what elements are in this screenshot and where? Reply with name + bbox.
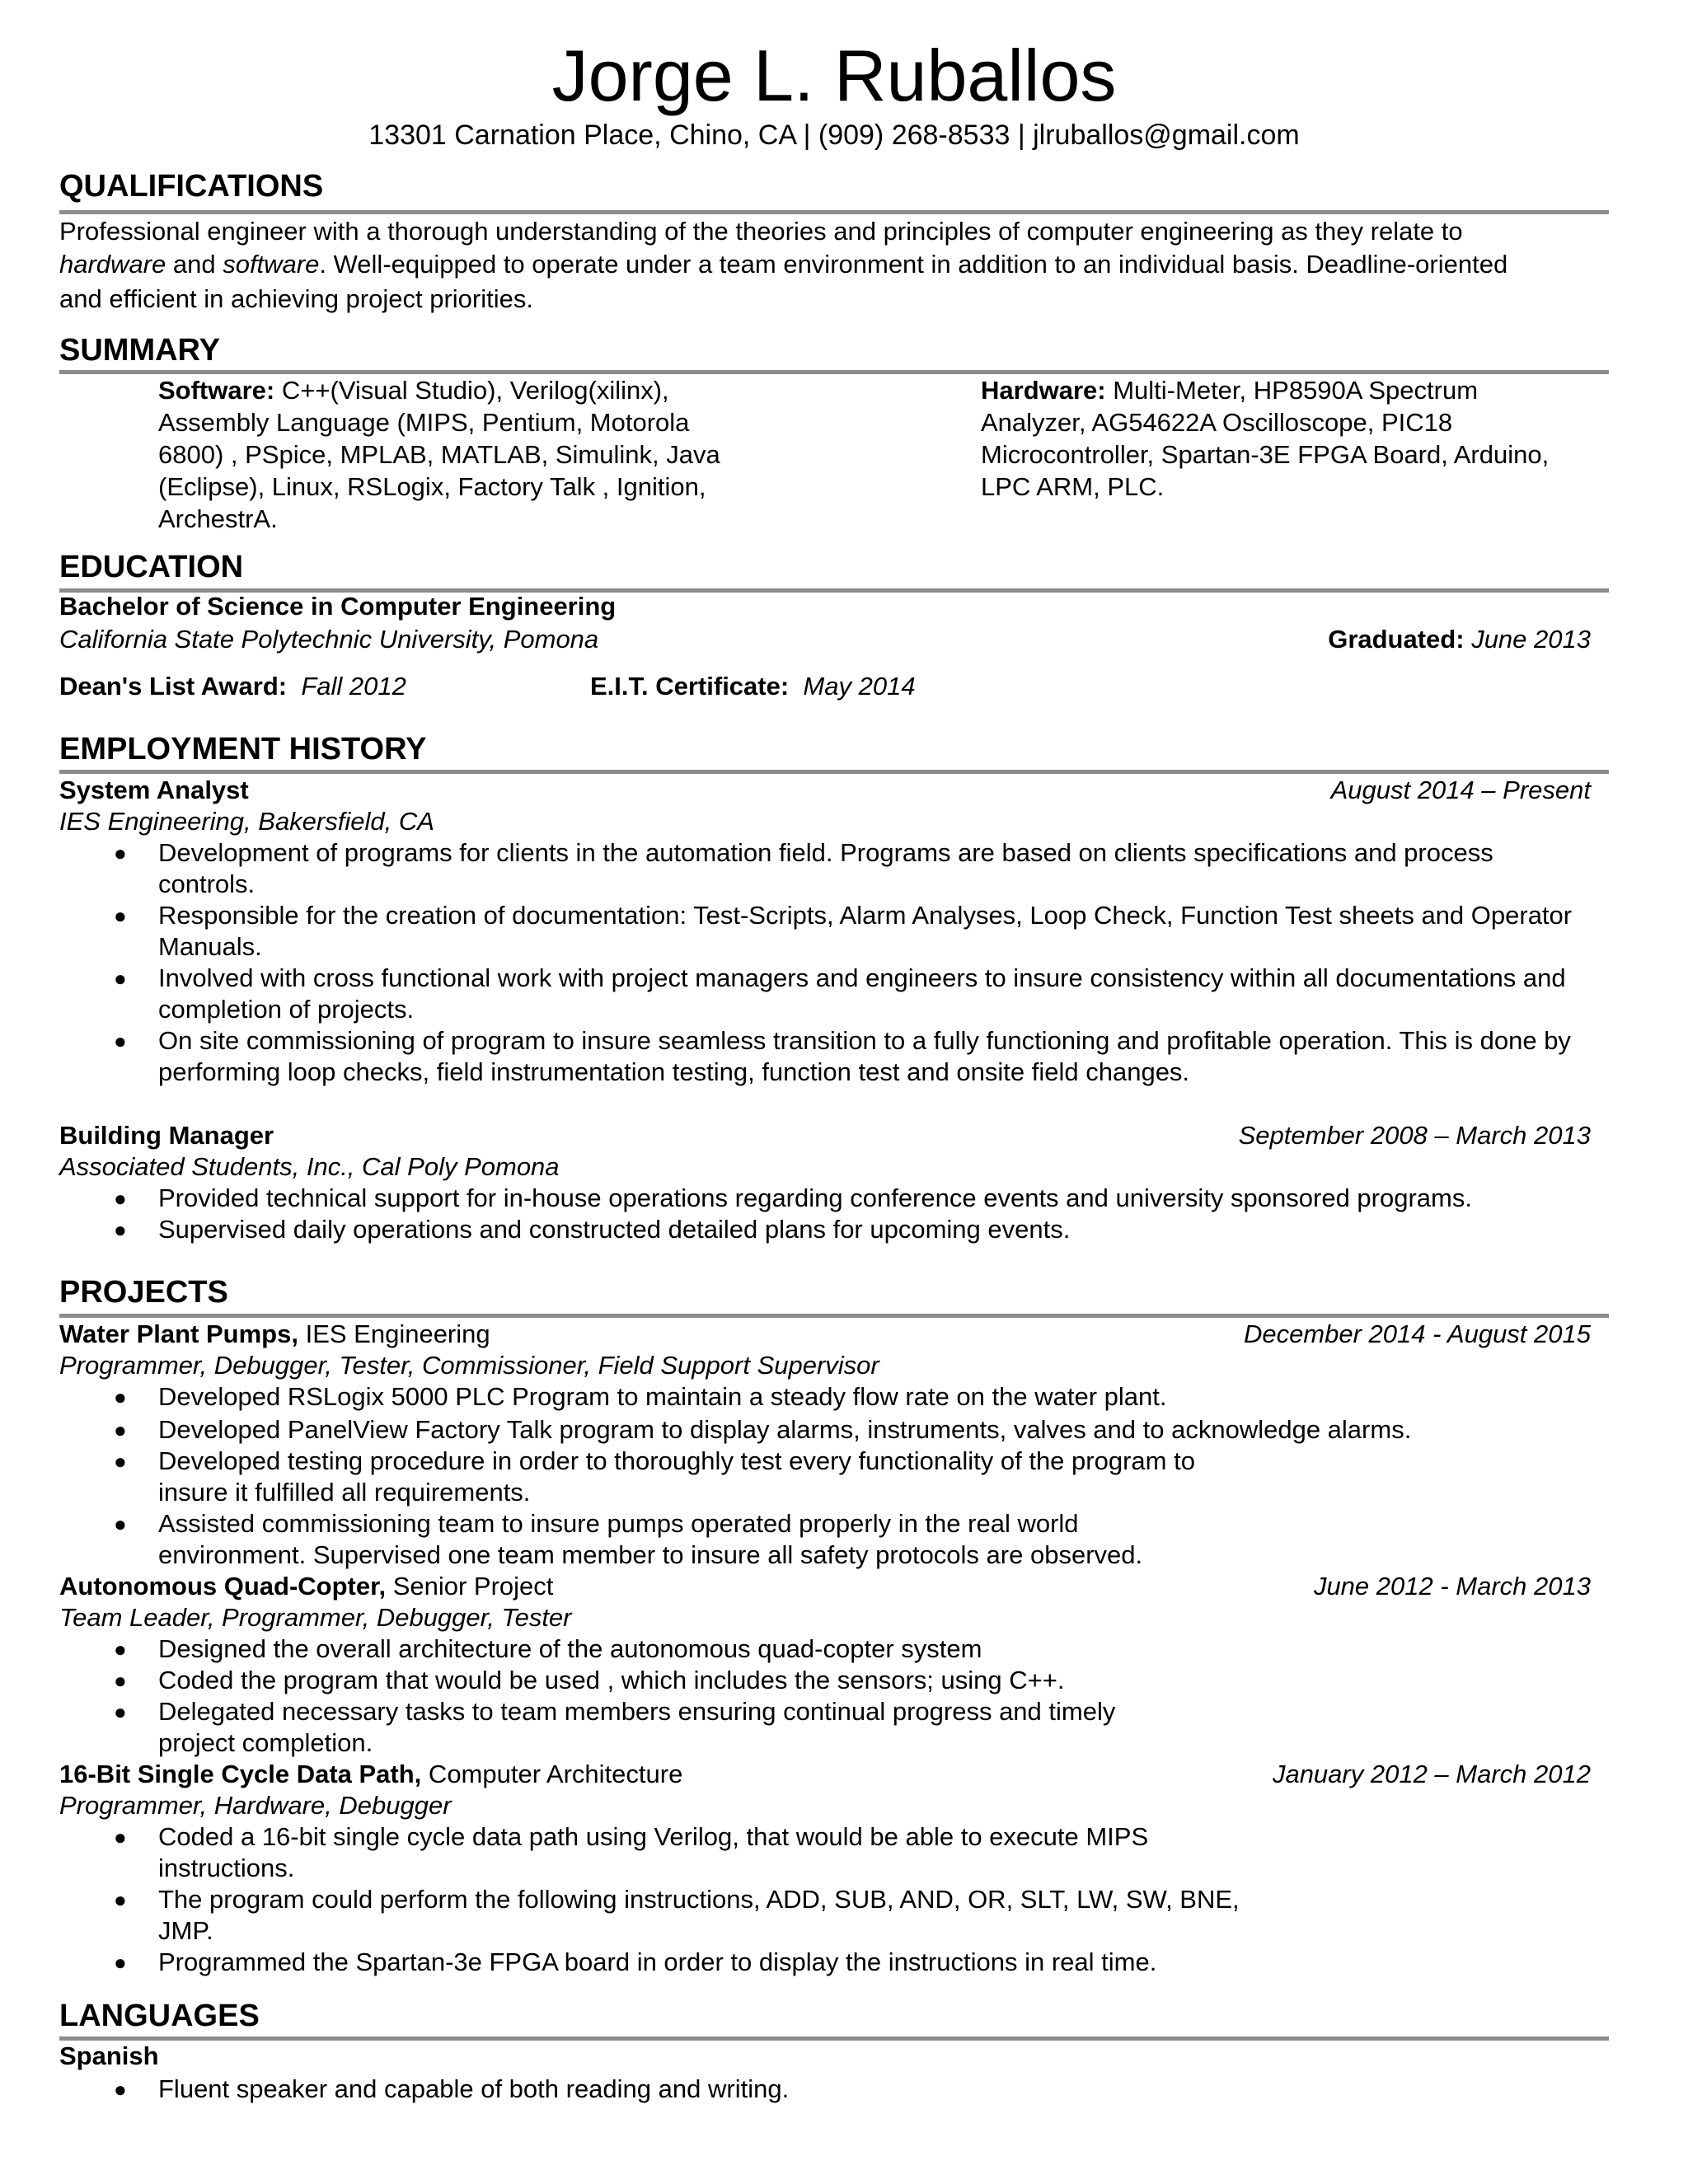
job-org: Associated Students, Inc., Cal Poly Pomona xyxy=(59,1152,560,1181)
languages-rule xyxy=(59,2036,1609,2041)
project-bullet: Developed testing procedure in order to thoroughly test every functionality of the program to insure it fulfilled all requirements. xyxy=(158,1446,1195,1507)
project-bullet: Designed the overall architecture of the autonomous quad-copter system xyxy=(158,1634,982,1663)
eit-certificate: E.I.T. Certificate: May 2014 xyxy=(590,672,916,701)
software-line-4: (Eclipse), Linux, RSLogix, Factory Talk , Ignition, xyxy=(158,472,706,501)
bullet-icon: ● xyxy=(114,1385,127,1409)
hardware-line-1: Hardware: Multi-Meter, HP8590A Spectrum xyxy=(981,376,1479,405)
education-heading: EDUCATION xyxy=(59,550,244,584)
employment-rule xyxy=(59,770,1609,774)
project-roles: Team Leader, Programmer, Debugger, Tester xyxy=(59,1603,572,1632)
project-title: 16-Bit Single Cycle Data Path, Computer Architecture xyxy=(59,1760,683,1788)
project-dates: December 2014 - August 2015 xyxy=(1243,1319,1591,1348)
project-bullet: Coded a 16-bit single cycle data path using Verilog, that would be able to execute MIPS instructions. xyxy=(158,1822,1149,1882)
hardware-line-4: LPC ARM, PLC. xyxy=(981,472,1165,501)
project-bullet: Developed RSLogix 5000 PLC Program to maintain a steady flow rate on the water plant. xyxy=(158,1382,1167,1411)
hardware-line-3: Microcontroller, Spartan-3E FPGA Board, Arduino, xyxy=(981,440,1550,469)
project-roles: Programmer, Debugger, Tester, Commissioner, Field Support Supervisor xyxy=(59,1351,879,1380)
degree: Bachelor of Science in Computer Engineering xyxy=(59,592,617,621)
school: California State Polytechnic University, Pomona xyxy=(59,625,599,654)
project-roles: Programmer, Hardware, Debugger xyxy=(59,1791,452,1820)
bullet-icon: ● xyxy=(114,1186,127,1211)
project-bullet: Delegated necessary tasks to team members ensuring continual progress and timely project completion. xyxy=(158,1697,1116,1757)
hardware-label: Hardware: xyxy=(981,376,1106,405)
job-bullet: Responsible for the creation of documentation: Test-Scripts, Alarm Analyses, Loop Check, Function Test sheets and Operator Manuals. xyxy=(158,901,1573,961)
bullet-icon: ● xyxy=(114,1637,127,1661)
project-bullet: Developed PanelView Factory Talk program to display alarms, instruments, valves and to acknowledge alarms. xyxy=(158,1415,1412,1444)
bullet-icon: ● xyxy=(114,1449,127,1474)
job-bullet: Provided technical support for in-house operations regarding conference events and university sponsored programs. xyxy=(158,1183,1472,1212)
project-title: Autonomous Quad-Copter, Senior Project xyxy=(59,1572,554,1601)
deans-list: Dean's List Award: Fall 2012 xyxy=(59,672,406,701)
job-dates: September 2008 – March 2013 xyxy=(1238,1121,1591,1150)
bullet-icon: ● xyxy=(114,2077,127,2102)
software-line-2: Assembly Language (MIPS, Pentium, Motorola xyxy=(158,408,690,437)
project-bullet: Assisted commissioning team to insure pumps operated properly in the real world environment. Supervised one team member to insure all safety protocols are observed. xyxy=(158,1509,1143,1569)
project-title: Water Plant Pumps, IES Engineering xyxy=(59,1319,490,1348)
summary-heading: SUMMARY xyxy=(59,333,220,368)
employment-heading: EMPLOYMENT HISTORY xyxy=(59,732,427,766)
projects-heading: PROJECTS xyxy=(59,1275,228,1310)
bullet-icon: ● xyxy=(114,1887,127,1912)
bullet-icon: ● xyxy=(114,1950,127,1975)
project-dates: January 2012 – March 2012 xyxy=(1272,1760,1591,1788)
candidate-name: Jorge L. Ruballos xyxy=(551,35,1117,116)
software-label: Software: xyxy=(158,376,275,405)
job-dates: August 2014 – Present xyxy=(1330,776,1591,804)
language-name: Spanish xyxy=(59,2041,159,2070)
qualifications-line-3: and efficient in achieving project priorities. xyxy=(59,284,533,313)
job-bullet: Development of programs for clients in the automation field. Programs are based on clients specifications and process controls. xyxy=(158,838,1493,898)
qualifications-line-1: Professional engineer with a thorough understanding of the theories and principles of computer engineering as they relate to xyxy=(59,217,1463,246)
bullet-icon: ● xyxy=(114,1668,127,1693)
projects-rule xyxy=(59,1314,1609,1318)
summary-rule xyxy=(59,370,1609,374)
language-bullet: Fluent speaker and capable of both reading and writing. xyxy=(158,2074,790,2103)
bullet-icon: ● xyxy=(114,1217,127,1242)
languages-heading: LANGUAGES xyxy=(59,1999,260,2033)
contact-line: 13301 Carnation Place, Chino, CA | (909) 268-8533 | jlruballos@gmail.com xyxy=(368,120,1300,151)
bullet-icon: ● xyxy=(114,1511,127,1536)
job-bullet: Involved with cross functional work with project managers and engineers to insure consistency within all documentations and completion of projects. xyxy=(158,963,1566,1024)
software-line-3: 6800) , PSpice, MPLAB, MATLAB, Simulink, Java xyxy=(158,440,720,469)
bullet-icon: ● xyxy=(114,841,127,865)
bullet-icon: ● xyxy=(114,903,127,928)
job-title: System Analyst xyxy=(59,776,249,804)
software-line-5: ArchestrA. xyxy=(158,504,278,533)
job-title: Building Manager xyxy=(59,1121,274,1150)
bullet-icon: ● xyxy=(114,1418,127,1442)
bullet-icon: ● xyxy=(114,1029,127,1053)
project-bullet: Coded the program that would be used , which includes the sensors; using C++. xyxy=(158,1666,1065,1694)
project-bullet: The program could perform the following instructions, ADD, SUB, AND, OR, SLT, LW, SW, BNE, JMP. xyxy=(158,1885,1240,1945)
bullet-icon: ● xyxy=(114,966,127,991)
job-bullet: On site commissioning of program to insure seamless transition to a fully functioning and profitable operation. This is done by performing loop checks, field instrumentation testing, function test and onsite field changes. xyxy=(158,1026,1571,1086)
project-bullet: Programmed the Spartan-3e FPGA board in order to display the instructions in real time. xyxy=(158,1947,1157,1976)
job-bullet: Supervised daily operations and constructed detailed plans for upcoming events. xyxy=(158,1215,1071,1244)
bullet-icon: ● xyxy=(114,1699,127,1724)
graduation-date: Graduated: June 2013 xyxy=(1328,625,1591,654)
project-dates: June 2012 - March 2013 xyxy=(1313,1572,1591,1601)
qualifications-line-2: hardware and software. Well-equipped to operate under a team environment in addition to an individual basis. Deadline-oriented xyxy=(59,250,1508,279)
qualifications-heading: QUALIFICATIONS xyxy=(59,169,324,204)
job-org: IES Engineering, Bakersfield, CA xyxy=(59,807,434,836)
software-line-1: Software: C++(Visual Studio), Verilog(xilinx), xyxy=(158,376,669,405)
bullet-icon: ● xyxy=(114,1825,127,1849)
hardware-line-2: Analyzer, AG54622A Oscilloscope, PIC18 xyxy=(981,408,1453,437)
qualifications-rule xyxy=(59,210,1609,214)
